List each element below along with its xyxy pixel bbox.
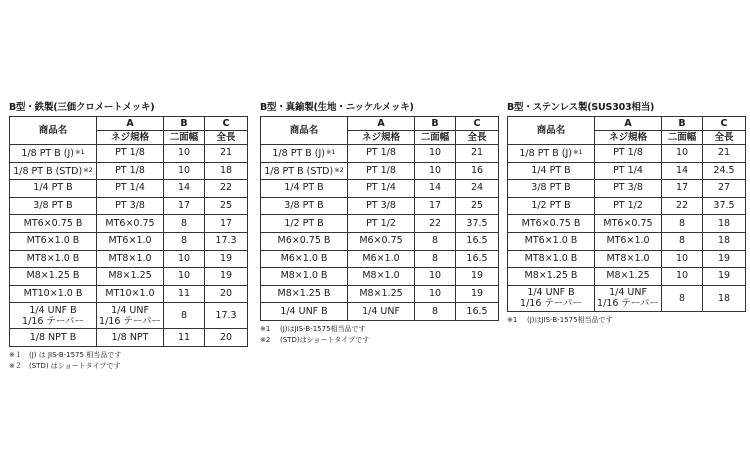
total-length: 21	[205, 145, 248, 163]
product-name-cell	[10, 180, 97, 198]
width-across-flats: 8	[662, 215, 703, 233]
header-product-name: 商品名	[508, 117, 595, 145]
width-across-flats: 8	[164, 232, 205, 250]
width-across-flats: 10	[662, 268, 703, 286]
thread-spec: M6×1.0	[362, 252, 400, 264]
header-product-name: 商品名	[10, 117, 97, 145]
total-length: 24	[456, 180, 499, 198]
footnote-text: (J) は JIS-B-1575 相当品です	[29, 350, 122, 359]
product-name: MT10×1.0 B	[23, 288, 83, 300]
note-mark: ※2	[83, 165, 93, 174]
width-across-flats: 10	[415, 145, 456, 163]
product-name-cell	[10, 285, 97, 303]
total-length: 20	[205, 329, 248, 347]
width-across-flats: 10	[164, 268, 205, 286]
product-name-cell	[10, 162, 97, 180]
thread-spec-cell	[595, 180, 662, 198]
table-row	[10, 197, 248, 215]
product-name-cell	[261, 197, 348, 215]
thread-spec: PT 1/2	[613, 200, 643, 212]
table-row	[10, 329, 248, 347]
product-name: 1/8 PT B (STD)	[13, 165, 83, 177]
thread-spec: PT 1/2	[366, 217, 396, 229]
product-name: 1/8 PT B (J)	[519, 148, 573, 160]
product-name: M8×1.25 B	[277, 288, 331, 300]
thread-spec: M6×0.75	[359, 235, 403, 247]
total-length: 22	[205, 180, 248, 198]
table-row	[261, 162, 499, 180]
product-name: 1/4 UNF B	[280, 305, 328, 317]
width-across-flats: 22	[662, 197, 703, 215]
thread-spec-cell	[595, 268, 662, 286]
product-name-cell	[261, 285, 348, 303]
table-row	[261, 180, 499, 198]
product-name-cell	[508, 232, 595, 250]
table-title: B型・鉄製(三価クロメートメッキ)	[9, 102, 155, 113]
thread-spec-cell	[97, 250, 164, 268]
header-col-b-sub: 二面幅	[662, 131, 703, 145]
width-across-flats: 10	[415, 268, 456, 286]
product-name: M8×1.25 B	[524, 270, 578, 282]
thread-spec-cell	[348, 180, 415, 198]
table-row	[10, 285, 248, 303]
product-name-cell	[508, 145, 595, 163]
total-length: 21	[703, 145, 746, 163]
width-across-flats: 8	[415, 250, 456, 268]
product-name-cell	[10, 145, 97, 163]
width-across-flats: 10	[164, 162, 205, 180]
width-across-flats: 8	[415, 303, 456, 321]
product-name: M6×1.0 B	[280, 252, 328, 264]
product-name: MT6×1.0 B	[26, 235, 80, 247]
product-name: 1/8 PT B (STD)	[264, 165, 334, 177]
thread-spec-line2: 1/16 テーパー	[597, 298, 659, 310]
product-name: 1/8 PT B (J)	[272, 148, 326, 160]
product-name: MT6×0.75 B	[521, 217, 581, 229]
thread-spec-cell	[595, 250, 662, 268]
table-row	[261, 250, 499, 268]
note-mark: ※2	[334, 165, 344, 174]
total-length: 37.5	[703, 197, 746, 215]
width-across-flats: 10	[415, 162, 456, 180]
thread-spec: PT 1/8	[115, 164, 145, 176]
thread-spec-cell	[97, 232, 164, 250]
total-length: 16.5	[456, 303, 499, 321]
product-name-line2: 1/16 テーパー	[520, 298, 582, 310]
width-across-flats: 14	[415, 180, 456, 198]
product-name-line2: 1/16 テーパー	[22, 315, 84, 327]
table-row	[10, 145, 248, 163]
total-length: 16.5	[456, 232, 499, 250]
thread-spec-cell	[595, 215, 662, 233]
product-name: M6×0.75 B	[277, 235, 331, 247]
table-row	[508, 197, 746, 215]
product-name-cell	[508, 215, 595, 233]
width-across-flats: 14	[164, 180, 205, 198]
product-name-cell	[10, 303, 97, 329]
product-name-cell	[261, 180, 348, 198]
thread-spec-cell	[348, 285, 415, 303]
product-name-cell	[508, 197, 595, 215]
note-mark: ※1	[326, 148, 336, 157]
thread-spec: 1/8 NPT	[111, 331, 149, 343]
total-length: 27	[703, 180, 746, 198]
width-across-flats: 10	[415, 285, 456, 303]
total-length: 18	[205, 162, 248, 180]
product-name-cell	[261, 215, 348, 233]
thread-spec-cell	[348, 197, 415, 215]
thread-spec-cell	[595, 232, 662, 250]
footnote-text: (J)はJIS-B-1575相当品です	[527, 315, 613, 324]
product-name: M8×1.0 B	[280, 270, 328, 282]
thread-spec: PT 1/4	[613, 164, 643, 176]
thread-spec-cell	[97, 303, 164, 329]
product-name: 1/8 NPT B	[29, 331, 77, 343]
total-length: 17	[205, 215, 248, 233]
thread-spec-cell	[97, 268, 164, 286]
product-name: 1/2 PT B	[284, 217, 324, 229]
footnote-text: (STD)はショートタイプです	[280, 335, 370, 344]
spec-table	[260, 116, 499, 321]
header-col-c: C	[456, 117, 499, 131]
product-name: 1/4 PT B	[531, 164, 571, 176]
total-length: 17.3	[205, 232, 248, 250]
table-row	[508, 285, 746, 311]
footnote	[260, 324, 496, 335]
table-block-brass	[260, 101, 496, 346]
table-row	[261, 268, 499, 286]
spec-table	[9, 116, 248, 347]
thread-spec: PT 3/8	[366, 200, 396, 212]
product-name-cell	[10, 232, 97, 250]
thread-spec-cell	[348, 232, 415, 250]
total-length: 25	[205, 197, 248, 215]
table-row	[508, 215, 746, 233]
header-col-b-sub: 二面幅	[415, 131, 456, 145]
footnotes	[260, 324, 496, 346]
table-row	[508, 250, 746, 268]
table-block-stainless	[507, 101, 743, 326]
header-col-a-sub: ネジ規格	[348, 131, 415, 145]
total-length: 19	[456, 285, 499, 303]
product-name: 1/8 PT B (J)	[21, 148, 75, 160]
table-row	[10, 180, 248, 198]
table-row	[261, 215, 499, 233]
thread-spec: MT8×1.0	[108, 252, 152, 264]
table-row	[508, 162, 746, 180]
product-name: 1/4 PT B	[33, 182, 73, 194]
product-name-cell	[10, 329, 97, 347]
product-name-cell	[508, 180, 595, 198]
product-name: M8×1.25 B	[26, 270, 80, 282]
width-across-flats: 17	[164, 197, 205, 215]
table-row	[10, 303, 248, 329]
table-row	[10, 268, 248, 286]
table-title: B型・ステンレス製(SUS303相当)	[507, 102, 655, 113]
width-across-flats: 11	[164, 329, 205, 347]
width-across-flats: 14	[662, 162, 703, 180]
product-name-cell	[508, 162, 595, 180]
table-row	[261, 285, 499, 303]
footnote	[9, 350, 245, 361]
total-length: 19	[703, 268, 746, 286]
thread-spec: 1/4 UNF	[362, 305, 400, 317]
thread-spec-cell	[348, 162, 415, 180]
width-across-flats: 10	[164, 250, 205, 268]
header-col-a-sub: ネジ規格	[595, 131, 662, 145]
header-col-b: B	[662, 117, 703, 131]
product-name: 1/4 UNF B	[527, 287, 575, 299]
total-length: 17.3	[205, 303, 248, 329]
width-across-flats: 8	[415, 232, 456, 250]
table-row	[10, 232, 248, 250]
header-col-c-sub: 全長	[205, 131, 248, 145]
width-across-flats: 10	[662, 250, 703, 268]
thread-spec: PT 3/8	[613, 182, 643, 194]
width-across-flats: 8	[662, 232, 703, 250]
thread-spec-cell	[595, 197, 662, 215]
thread-spec: PT 1/8	[115, 147, 145, 159]
total-length: 20	[205, 285, 248, 303]
thread-spec-cell	[595, 285, 662, 311]
product-name-cell	[508, 285, 595, 311]
table-row	[261, 197, 499, 215]
footnote-key: ※２	[9, 361, 22, 370]
thread-spec: M8×1.25	[108, 270, 152, 282]
thread-spec: PT 1/8	[613, 147, 643, 159]
header-col-b-sub: 二面幅	[164, 131, 205, 145]
footnote	[260, 335, 496, 346]
product-name: 3/8 PT B	[33, 200, 73, 212]
product-name: 1/4 UNF B	[29, 304, 77, 316]
thread-spec-cell	[348, 215, 415, 233]
table-row	[261, 303, 499, 321]
table-row	[508, 232, 746, 250]
product-name: MT6×0.75 B	[23, 217, 83, 229]
thread-spec: PT 1/4	[366, 182, 396, 194]
footnote-key: ※2	[260, 335, 271, 344]
product-name: 3/8 PT B	[284, 200, 324, 212]
footnote-key: ※１	[9, 350, 22, 359]
product-name-cell	[508, 268, 595, 286]
total-length: 19	[205, 268, 248, 286]
total-length: 18	[703, 215, 746, 233]
thread-spec: PT 1/8	[366, 164, 396, 176]
header-col-c-sub: 全長	[456, 131, 499, 145]
thread-spec: PT 3/8	[115, 200, 145, 212]
product-name-cell	[261, 145, 348, 163]
note-mark: ※1	[75, 148, 85, 157]
header-col-a: A	[348, 117, 415, 131]
product-name: 1/2 PT B	[531, 200, 571, 212]
thread-spec-cell	[348, 268, 415, 286]
thread-spec: M8×1.25	[359, 288, 403, 300]
total-length: 16	[456, 162, 499, 180]
total-length: 19	[703, 250, 746, 268]
header-col-a: A	[97, 117, 164, 131]
product-name-cell	[261, 303, 348, 321]
thread-spec: M8×1.0	[362, 270, 400, 282]
thread-spec-cell	[348, 145, 415, 163]
total-length: 19	[456, 268, 499, 286]
thread-spec: MT6×1.0	[606, 235, 650, 247]
table-row	[10, 215, 248, 233]
footnote-text: (J)はJIS-B-1575相当品です	[280, 324, 366, 333]
total-length: 21	[456, 145, 499, 163]
product-name: 3/8 PT B	[531, 182, 571, 194]
width-across-flats: 22	[415, 215, 456, 233]
product-name-cell	[261, 162, 348, 180]
header-row	[508, 117, 746, 131]
thread-spec-cell	[97, 180, 164, 198]
table-title: B型・真鍮製(生地・ニッケルメッキ)	[260, 102, 414, 113]
thread-spec-cell	[348, 250, 415, 268]
thread-spec-cell	[348, 303, 415, 321]
footnotes	[507, 315, 743, 326]
thread-spec: MT10×1.0	[105, 288, 155, 300]
table-row	[508, 180, 746, 198]
header-col-b: B	[415, 117, 456, 131]
spec-table	[507, 116, 746, 312]
table-row	[261, 145, 499, 163]
header-col-a-sub: ネジ規格	[97, 131, 164, 145]
header-product-name: 商品名	[261, 117, 348, 145]
table-row	[261, 232, 499, 250]
total-length: 18	[703, 232, 746, 250]
thread-spec-cell	[97, 162, 164, 180]
table-row	[508, 268, 746, 286]
footnote-text: (STD) はショートタイプです	[29, 361, 121, 370]
thread-spec: PT 1/8	[366, 147, 396, 159]
product-name-cell	[10, 268, 97, 286]
width-across-flats: 8	[662, 285, 703, 311]
product-name-cell	[10, 250, 97, 268]
footnotes	[9, 350, 245, 372]
product-name: MT8×1.0 B	[524, 252, 578, 264]
thread-spec-cell	[97, 197, 164, 215]
total-length: 18	[703, 285, 746, 311]
total-length: 24.5	[703, 162, 746, 180]
table-row	[10, 162, 248, 180]
thread-spec: MT6×1.0	[108, 235, 152, 247]
thread-spec: MT6×0.75	[603, 217, 653, 229]
width-across-flats: 10	[662, 145, 703, 163]
thread-spec-cell	[97, 285, 164, 303]
product-name-cell	[508, 250, 595, 268]
footnote	[9, 361, 245, 372]
note-mark: ※1	[573, 148, 583, 157]
thread-spec-cell	[97, 329, 164, 347]
product-name: MT8×1.0 B	[26, 252, 80, 264]
thread-spec: MT6×0.75	[105, 217, 155, 229]
product-name: 1/4 PT B	[284, 182, 324, 194]
thread-spec-cell	[97, 145, 164, 163]
thread-spec-cell	[97, 215, 164, 233]
header-col-c-sub: 全長	[703, 131, 746, 145]
footnote	[507, 315, 743, 326]
width-across-flats: 17	[415, 197, 456, 215]
thread-spec: 1/4 UNF	[609, 287, 647, 299]
width-across-flats: 10	[164, 145, 205, 163]
header-col-a: A	[595, 117, 662, 131]
product-name-cell	[261, 250, 348, 268]
product-name-cell	[261, 268, 348, 286]
product-name-cell	[10, 215, 97, 233]
width-across-flats: 11	[164, 285, 205, 303]
thread-spec: PT 1/4	[115, 182, 145, 194]
table-block-iron	[9, 101, 245, 372]
width-across-flats: 8	[164, 215, 205, 233]
total-length: 16.5	[456, 250, 499, 268]
header-col-c: C	[205, 117, 248, 131]
thread-spec-cell	[595, 162, 662, 180]
footnote-key: ※1	[260, 324, 271, 333]
width-across-flats: 17	[662, 180, 703, 198]
total-length: 37.5	[456, 215, 499, 233]
thread-spec: MT8×1.0	[606, 252, 650, 264]
header-col-b: B	[164, 117, 205, 131]
thread-spec-line2: 1/16 テーパー	[99, 315, 161, 327]
thread-spec-cell	[595, 145, 662, 163]
total-length: 25	[456, 197, 499, 215]
footnote-key: ※1	[507, 315, 518, 324]
table-row	[10, 250, 248, 268]
width-across-flats: 8	[164, 303, 205, 329]
product-name-cell	[261, 232, 348, 250]
header-row	[261, 117, 499, 131]
product-name: MT6×1.0 B	[524, 235, 578, 247]
thread-spec: 1/4 UNF	[111, 304, 149, 316]
total-length: 19	[205, 250, 248, 268]
header-col-c: C	[703, 117, 746, 131]
product-name-cell	[10, 197, 97, 215]
table-row	[508, 145, 746, 163]
header-row	[10, 117, 248, 131]
thread-spec: M8×1.25	[606, 270, 650, 282]
